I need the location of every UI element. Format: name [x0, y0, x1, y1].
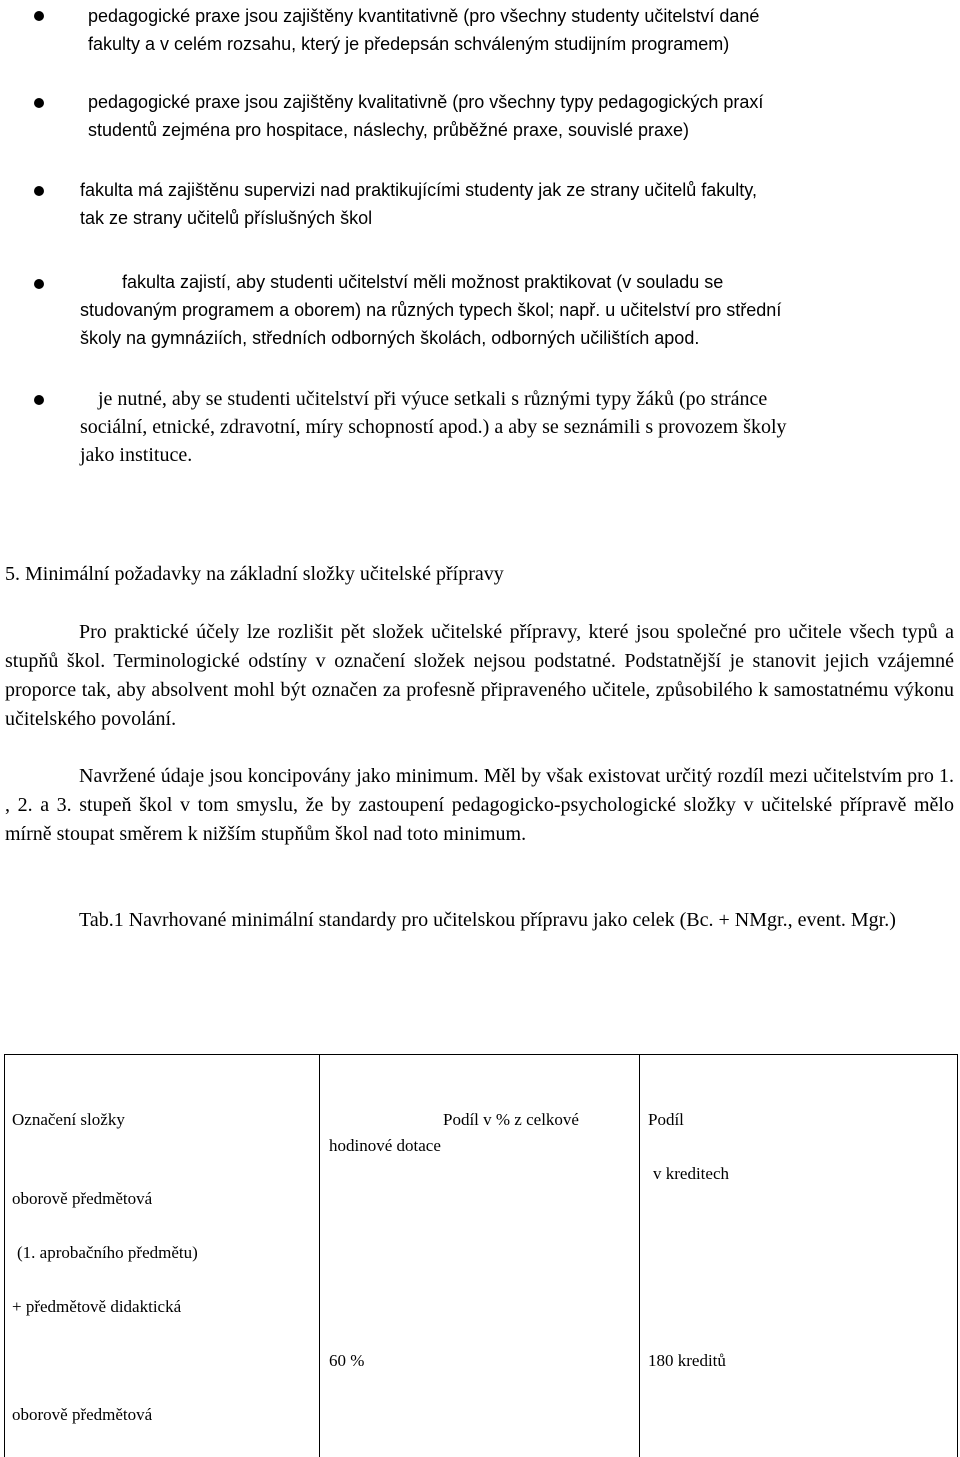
bullet-line: pedagogické praxe jsou zajištěny kvalitativně (pro všechny typy pedagogických praxí	[88, 92, 764, 112]
bullet-line: pedagogické praxe jsou zajištěny kvantitativně (pro všechny studenty učitelství dané	[88, 6, 760, 26]
bullet-dot-icon	[34, 395, 44, 405]
bullet-line: školy na gymnáziích, středních odborných školách, odborných učilištích apod.	[80, 328, 700, 348]
bullet-dot-icon	[34, 186, 44, 196]
bullet-line: studentů zejména pro hospitace, náslechy, průběžné praxe, souvislé praxe)	[88, 120, 690, 140]
paragraph-minimum: Navržené údaje jsou koncipovány jako minimum. Měl by však existovat určitý rozdíl mezi učitelstvím pro 1. , 2. a 3. stupeň škol v tom smyslu, že by zastoupení pedagogicko-psychologické složky v učitelské přípravě mělo mírně stoupat směrem k nižším stupňům škol nad toto minimum.	[5, 765, 954, 845]
table-column-divider	[319, 1055, 320, 1457]
bullet-line: studovaným programem a oborem) na různých typech škol; např. u učitelství pro střední	[80, 300, 782, 320]
bullet-text	[80, 176, 954, 232]
bullet-dot-icon	[34, 11, 44, 21]
table-row-label: oborově předmětová	[12, 1189, 153, 1208]
section-heading: 5. Minimální požadavky na základní složky učitelské přípravy	[5, 563, 504, 585]
bullet-line: sociální, etnické, zdravotní, míry schopností apod.) a aby se seznámili s provozem školy	[80, 416, 787, 438]
standards-table	[4, 1054, 958, 1457]
table-row-credits: 180 kreditů	[648, 1351, 726, 1370]
table-header-credits: Podíl	[648, 1110, 684, 1129]
table-caption: Tab.1 Navrhované minimální standardy pro učitelskou přípravu jako celek (Bc. + NMgr., event. Mgr.)	[79, 909, 896, 931]
table-row-label-line2: (1. aprobačního předmětu)	[17, 1243, 198, 1262]
paragraph-components: Pro praktické účely lze rozlišit pět složek učitelské přípravy, které jsou společné pro učitele všech typů a stupňů škol. Terminologické odstíny v označení složek nejsou podstatné. Podstatnější je stanovit jejich vzájemné proporce tak, aby absolvent mohl být označen za profesně připraveného učitele, způsobilého k samostatnému výkonu učitelského povolání.	[5, 621, 954, 730]
bullet-line: je nutné, aby se studenti učitelství při výuce setkali s různými typy žáků (po stránce	[98, 388, 768, 410]
bullet-line: fakulty a v celém rozsahu, který je předepsán schváleným studijním programem)	[88, 34, 730, 54]
bullet-text	[88, 88, 954, 144]
bullet-line: jako instituce.	[80, 444, 193, 466]
table-header-percent-line2: hodinové dotace	[329, 1136, 441, 1155]
bullet-line: fakulta zajistí, aby studenti učitelství měli možnost praktikovat (v souladu se	[122, 272, 724, 292]
table-header-percent: Podíl v % z celkové	[443, 1110, 579, 1129]
bullet-dot-icon	[34, 279, 44, 289]
bullet-dot-icon	[34, 98, 44, 108]
bullet-text	[80, 385, 954, 469]
table-row-percent: 60 %	[329, 1351, 365, 1370]
table-row-label-line3: + předmětově didaktická	[12, 1297, 182, 1316]
bullet-text	[88, 2, 954, 58]
bullet-text	[80, 268, 954, 352]
table-column-divider	[639, 1055, 640, 1457]
table-header-credits-line2: v kreditech	[653, 1164, 729, 1183]
table-header-component: Označení složky	[12, 1110, 125, 1129]
bullet-line: fakulta má zajištěnu supervizi nad praktikujícími studenty jak ze strany učitelů fakulty,	[80, 180, 757, 200]
table-row-label: oborově předmětová	[12, 1405, 153, 1424]
bullet-line: tak ze strany učitelů příslušných škol	[80, 208, 373, 228]
